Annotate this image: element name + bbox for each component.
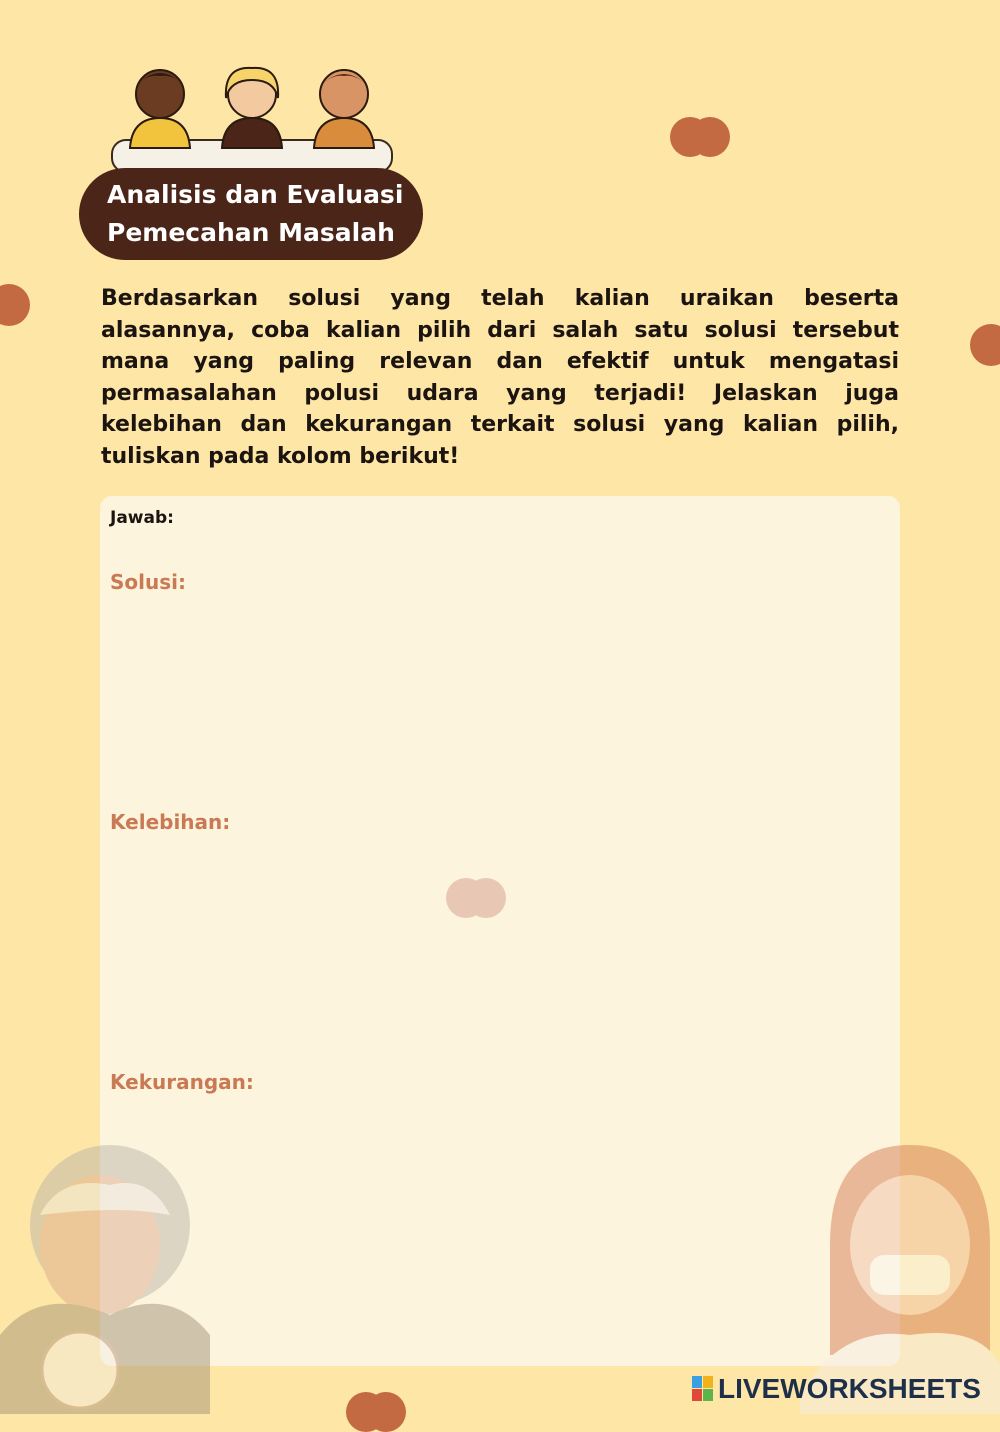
kids-illustration <box>108 62 396 174</box>
instruction-text: Berdasarkan solusi yang telah kalian uraikan beserta alasannya, coba kalian pilih dari salah satu solusi tersebut mana yang paling relevan dan efektif untuk mengatasi permasalahan polusi udara yang terjadi! Jelaskan juga kelebihan dan kekurangan terkait solusi yang kalian pilih, tuliskan pada kolom berikut! <box>101 286 899 469</box>
decorative-dot <box>366 1392 406 1432</box>
solusi-answer-field[interactable] <box>110 600 888 800</box>
title-badge <box>79 168 423 260</box>
kekurangan-answer-field[interactable] <box>110 1102 888 1352</box>
solusi-label: Solusi: <box>110 570 186 594</box>
title-line-1: Analisis dan Evaluasi <box>107 180 404 209</box>
decorative-dot <box>0 284 30 326</box>
kelebihan-label: Kelebihan: <box>110 810 231 834</box>
decorative-dot <box>970 324 1000 366</box>
liveworksheets-brand <box>692 1372 981 1406</box>
brand-text: LIVEWORKSHEETS <box>718 1373 981 1404</box>
kelebihan-answer-field[interactable] <box>110 842 888 1057</box>
liveworksheets-logo-icon <box>692 1376 714 1402</box>
kekurangan-label: Kekurangan: <box>110 1070 254 1094</box>
title-line-2: Pemecahan Masalah <box>107 218 395 247</box>
decorative-dot <box>690 117 730 157</box>
jawab-label: Jawab: <box>110 508 174 528</box>
